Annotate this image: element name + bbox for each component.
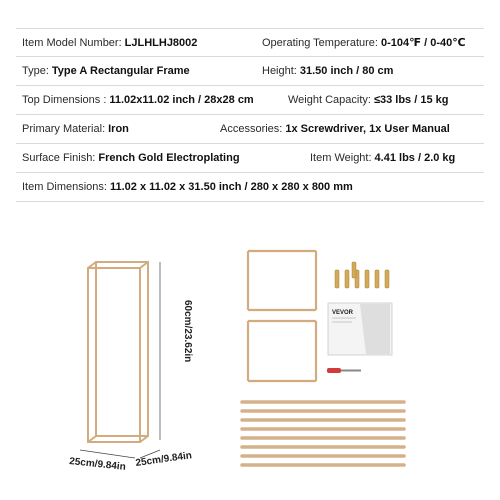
type-value: Type A Rectangular Frame (51, 65, 190, 77)
item-weight-value: 4.41 lbs / 2.0 kg (374, 152, 456, 164)
weight-capacity-value: ≤33 lbs / 15 kg (373, 94, 449, 106)
accessories-value: 1x Screwdriver, 1x User Manual (285, 123, 450, 135)
height-dimension-label: 60cm/23.62in (182, 300, 193, 363)
frame-poles (242, 402, 404, 465)
spec-row-material (16, 115, 484, 144)
primary-material-value: Iron (108, 123, 129, 135)
surface-finish-label: Surface Finish: (22, 152, 96, 164)
spec-row-model (16, 28, 484, 57)
item-weight-label: Item Weight: (310, 152, 372, 164)
height-label: Height: (262, 65, 297, 77)
assembled-frame (88, 262, 148, 442)
product-illustration (0, 240, 500, 500)
accessories-label: Accessories: (220, 123, 283, 135)
user-manual-icon (328, 303, 392, 355)
weight-capacity-label: Weight Capacity: (288, 94, 371, 106)
top-dimensions-value: 11.02x11.02 inch / 28x28 cm (109, 94, 254, 106)
depth-dimension-label: 25cm/9.84in (134, 450, 193, 469)
model-number-value: LJLHLHJ8002 (124, 36, 198, 49)
top-dimensions-label: Top Dimensions : (22, 94, 107, 106)
width-dimension-label: 25cm/9.84in (68, 456, 127, 473)
model-number-label: Item Model Number: (22, 36, 122, 49)
spec-row-item-dimensions (16, 173, 484, 202)
surface-finish-value: French Gold Electroplating (98, 152, 240, 164)
spec-row-finish (16, 144, 484, 173)
operating-temperature-label: Operating Temperature: (262, 36, 378, 49)
item-dimensions-value: 11.02 x 11.02 x 31.50 inch / 280 x 280 x 800 mm (109, 181, 353, 193)
operating-temperature-value: 0-104℉ / 0-40℃ (380, 37, 466, 49)
height-value: 31.50 inch / 80 cm (299, 65, 394, 77)
screws (335, 262, 389, 288)
manual-brand-text: VEVOR (332, 310, 354, 316)
screwdriver-icon (327, 368, 361, 373)
item-dimensions-label: Item Dimensions: (22, 181, 107, 193)
frame-square-bottom (248, 321, 316, 381)
spec-row-top-dimensions (16, 86, 484, 115)
spec-row-type (16, 57, 484, 86)
type-label: Type: (22, 65, 49, 77)
primary-material-label: Primary Material: (22, 123, 106, 135)
frame-square-top (248, 251, 316, 310)
spec-table (16, 28, 484, 202)
